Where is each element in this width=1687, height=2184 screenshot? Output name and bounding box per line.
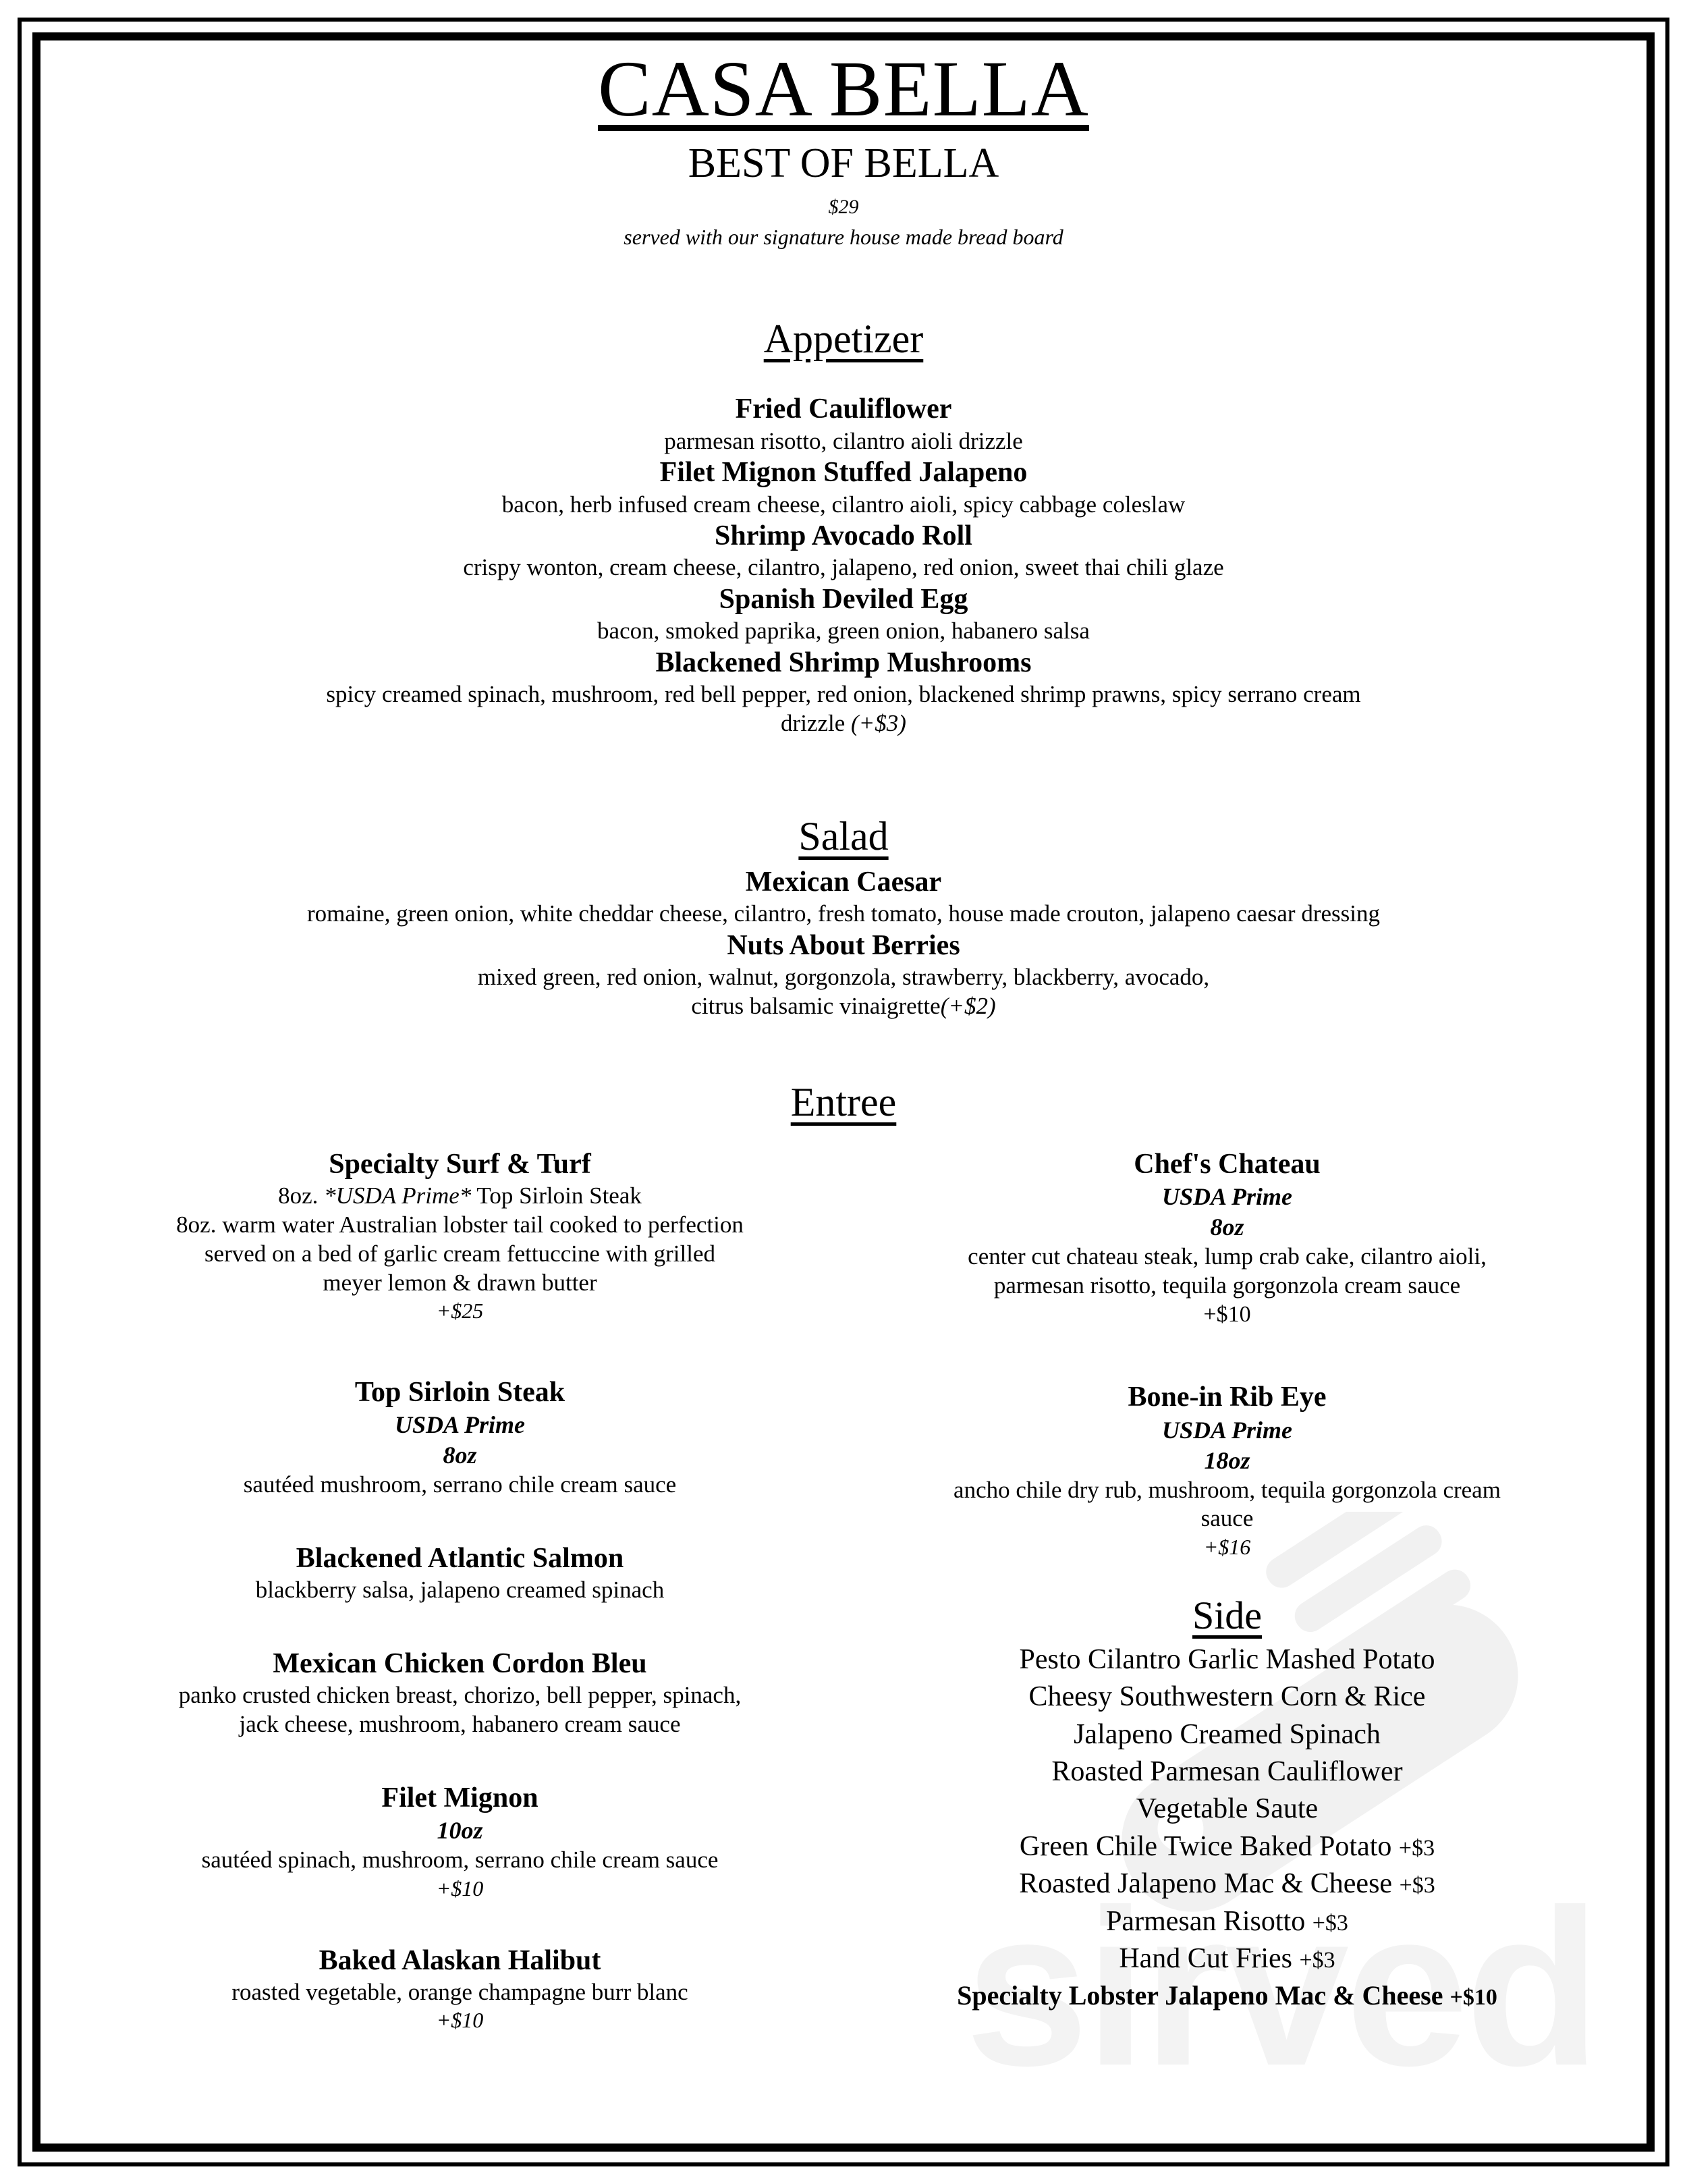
item-description: crispy wonton, cream cheese, cilantro, jalapeno, red onion, sweet thai chili glaze — [463, 554, 1224, 581]
side-item-label: Specialty Lobster Jalapeno Mac & Cheese — [957, 1980, 1450, 2011]
item-upcharge: (+$2) — [940, 992, 996, 1019]
spacer — [91, 1739, 829, 1781]
usda-grade: USDA Prime — [1161, 1183, 1293, 1211]
desc-text: drizzle — [781, 709, 852, 736]
side-item — [858, 1978, 1596, 2014]
item-description: bacon, herb infused cream cheese, cilantro aioli, spicy cabbage coleslaw — [501, 491, 1186, 518]
item-description-line-1: ancho chile dry rub, mushroom, tequila gorgonzola cream — [953, 1476, 1501, 1503]
item-name: Shrimp Avocado Roll — [715, 520, 972, 552]
usda-grade: USDA Prime — [1161, 1416, 1293, 1444]
item-description: roasted vegetable, orange champagne burr blanc — [231, 1978, 688, 2005]
spacer — [858, 1329, 1596, 1380]
item-description-line-1: panko crusted chicken breast, chorizo, bell pepper, spinach, — [178, 1682, 742, 1709]
item-weight: 8oz — [443, 1442, 477, 1469]
item-description: blackberry salsa, jalapeno creamed spinach — [255, 1577, 665, 1604]
side-item — [858, 1678, 1596, 1716]
entree-left-column — [64, 1147, 844, 2033]
item-description-line-2 — [64, 709, 1623, 738]
spacer — [858, 1560, 1596, 1594]
appetizer-section — [64, 317, 1623, 738]
item-description: romaine, green onion, white cheddar cheese, cilantro, fresh tomato, house made crouton, jalapeno caesar dressing — [307, 900, 1380, 927]
side-item-upcharge: +$3 — [1312, 1910, 1348, 1936]
spacer — [91, 1500, 829, 1541]
item-price: +$10 — [436, 2008, 484, 2033]
side-item-label: Cheesy Southwestern Corn & Rice — [1028, 1681, 1426, 1713]
section-heading-entree: Entree — [790, 1080, 897, 1125]
menu-item — [91, 1147, 829, 1324]
menu-price: $29 — [828, 196, 859, 219]
side-item — [858, 1716, 1596, 1753]
menu-item — [64, 392, 1623, 456]
menu-item — [91, 1375, 829, 1500]
item-description-line-1: spicy creamed spinach, mushroom, red bell pepper, red onion, blackened shrimp prawns, spicy serrano cream — [326, 681, 1361, 708]
usda-grade: USDA Prime — [394, 1411, 526, 1439]
item-description: sautéed spinach, mushroom, serrano chile cream sauce — [201, 1846, 719, 1873]
item-weight: 8oz — [1210, 1213, 1244, 1241]
item-description-line-2: jack cheese, mushroom, habanero cream sauce — [239, 1710, 681, 1737]
item-name: Blackened Shrimp Mushrooms — [655, 647, 1032, 679]
item-name: Baked Alaskan Halibut — [319, 1944, 601, 1976]
menu-item — [64, 519, 1623, 582]
item-description: parmesan risotto, cilantro aioli drizzle — [664, 427, 1023, 454]
entree-section — [64, 1080, 1623, 2033]
menu-item — [91, 1944, 829, 2034]
spacer — [91, 1324, 829, 1375]
side-item-label: Hand Cut Fries — [1119, 1943, 1300, 1975]
side-item — [858, 1940, 1596, 1977]
item-description: bacon, smoked paprika, green onion, habanero salsa — [597, 618, 1090, 645]
item-name: Filet Mignon Stuffed Jalapeno — [659, 457, 1028, 489]
menu-item — [91, 1647, 829, 1739]
menu-item — [64, 865, 1623, 929]
section-heading-side: Side — [1192, 1593, 1263, 1637]
side-item-list — [858, 1641, 1596, 2014]
side-item — [858, 1903, 1596, 1940]
item-name: Blackened Atlantic Salmon — [296, 1543, 624, 1575]
item-name: Top Sirloin Steak — [354, 1377, 565, 1409]
side-item-label: Jalapeno Creamed Spinach — [1074, 1718, 1381, 1750]
menu-item — [91, 1541, 829, 1605]
item-price: +$10 — [436, 1876, 484, 1901]
item-description-line-4: meyer lemon & drawn butter — [323, 1269, 597, 1296]
item-weight: 10oz — [437, 1816, 483, 1844]
menu-item — [64, 646, 1623, 738]
item-description-line-3: served on a bed of garlic cream fettuccine with grilled — [204, 1240, 716, 1267]
item-description-line-1: center cut chateau steak, lump crab cake, cilantro aioli, — [968, 1243, 1487, 1270]
side-item — [858, 1753, 1596, 1791]
menu-item — [64, 456, 1623, 519]
item-description-line-1 — [91, 1182, 829, 1211]
side-item-label: Vegetable Saute — [1136, 1793, 1319, 1825]
item-price: +$25 — [436, 1299, 484, 1323]
menu-item — [858, 1380, 1596, 1560]
side-item-label: Green Chile Twice Baked Potato — [1019, 1830, 1399, 1862]
menu-title: BEST OF BELLA — [688, 140, 999, 186]
side-item — [858, 1865, 1596, 1903]
item-name: Chef's Chateau — [1134, 1149, 1321, 1180]
item-price: +$10 — [1203, 1301, 1251, 1327]
entree-right-column — [844, 1147, 1623, 2033]
side-item-upcharge: +$3 — [1299, 1948, 1335, 1973]
desc-text: citrus balsamic vinaigrette — [691, 992, 941, 1019]
item-description-line-2: sauce — [1200, 1505, 1254, 1532]
item-description-line-2: 8oz. warm water Australian lobster tail cooked to perfection — [176, 1211, 744, 1238]
menu-item — [64, 582, 1623, 646]
item-name: Mexican Caesar — [745, 866, 942, 898]
menu-note: served with our signature house made bread board — [624, 224, 1063, 249]
spacer — [91, 1902, 829, 1944]
item-name: Bone-in Rib Eye — [1128, 1382, 1327, 1413]
item-description-line-1: mixed green, red onion, walnut, gorgonzola, strawberry, blackberry, avocado, — [477, 963, 1210, 990]
item-name: Mexican Chicken Cordon Bleu — [273, 1648, 647, 1680]
item-description: sautéed mushroom, serrano chile cream sauce — [243, 1471, 677, 1498]
item-name: Fried Cauliflower — [735, 393, 952, 425]
item-name: Filet Mignon — [381, 1782, 538, 1813]
side-item-label: Parmesan Risotto — [1106, 1905, 1312, 1937]
entree-columns — [64, 1147, 1623, 2033]
menu-item — [64, 929, 1623, 1021]
item-name: Nuts About Berries — [727, 929, 960, 961]
item-weight: 18oz — [1204, 1446, 1250, 1474]
desc-text: 8oz. — [278, 1182, 325, 1209]
item-description-line-2: parmesan risotto, tequila gorgonzola cream sauce — [993, 1272, 1461, 1299]
salad-section — [64, 814, 1623, 1021]
side-item-upcharge: +$3 — [1398, 1835, 1435, 1861]
side-item-label: Roasted Jalapeno Mac & Cheese — [1019, 1868, 1400, 1900]
menu-item — [91, 1781, 829, 1902]
spacer — [91, 1605, 829, 1647]
side-item — [858, 1791, 1596, 1828]
salad-item-list — [64, 865, 1623, 1021]
side-item — [858, 1641, 1596, 1678]
section-heading-appetizer: Appetizer — [763, 317, 924, 362]
restaurant-name: CASA BELLA — [598, 45, 1089, 133]
menu-item — [858, 1147, 1596, 1329]
appetizer-item-list — [64, 392, 1623, 738]
side-item-upcharge: +$3 — [1399, 1873, 1435, 1899]
side-item-upcharge: +$10 — [1449, 1984, 1497, 2010]
usda-grade: *USDA Prime* — [324, 1182, 472, 1209]
side-item-label: Roasted Parmesan Cauliflower — [1051, 1756, 1403, 1788]
desc-text: Top Sirloin Steak — [471, 1182, 642, 1209]
item-name: Spanish Deviled Egg — [719, 584, 968, 616]
side-item-label: Pesto Cilantro Garlic Mashed Potato — [1019, 1643, 1435, 1675]
side-item — [858, 1828, 1596, 1865]
item-name: Specialty Surf & Turf — [329, 1149, 591, 1180]
item-upcharge: (+$3) — [851, 709, 906, 736]
item-description-line-2 — [64, 992, 1623, 1021]
item-price: +$16 — [1203, 1534, 1251, 1559]
section-heading-salad: Salad — [798, 813, 889, 858]
